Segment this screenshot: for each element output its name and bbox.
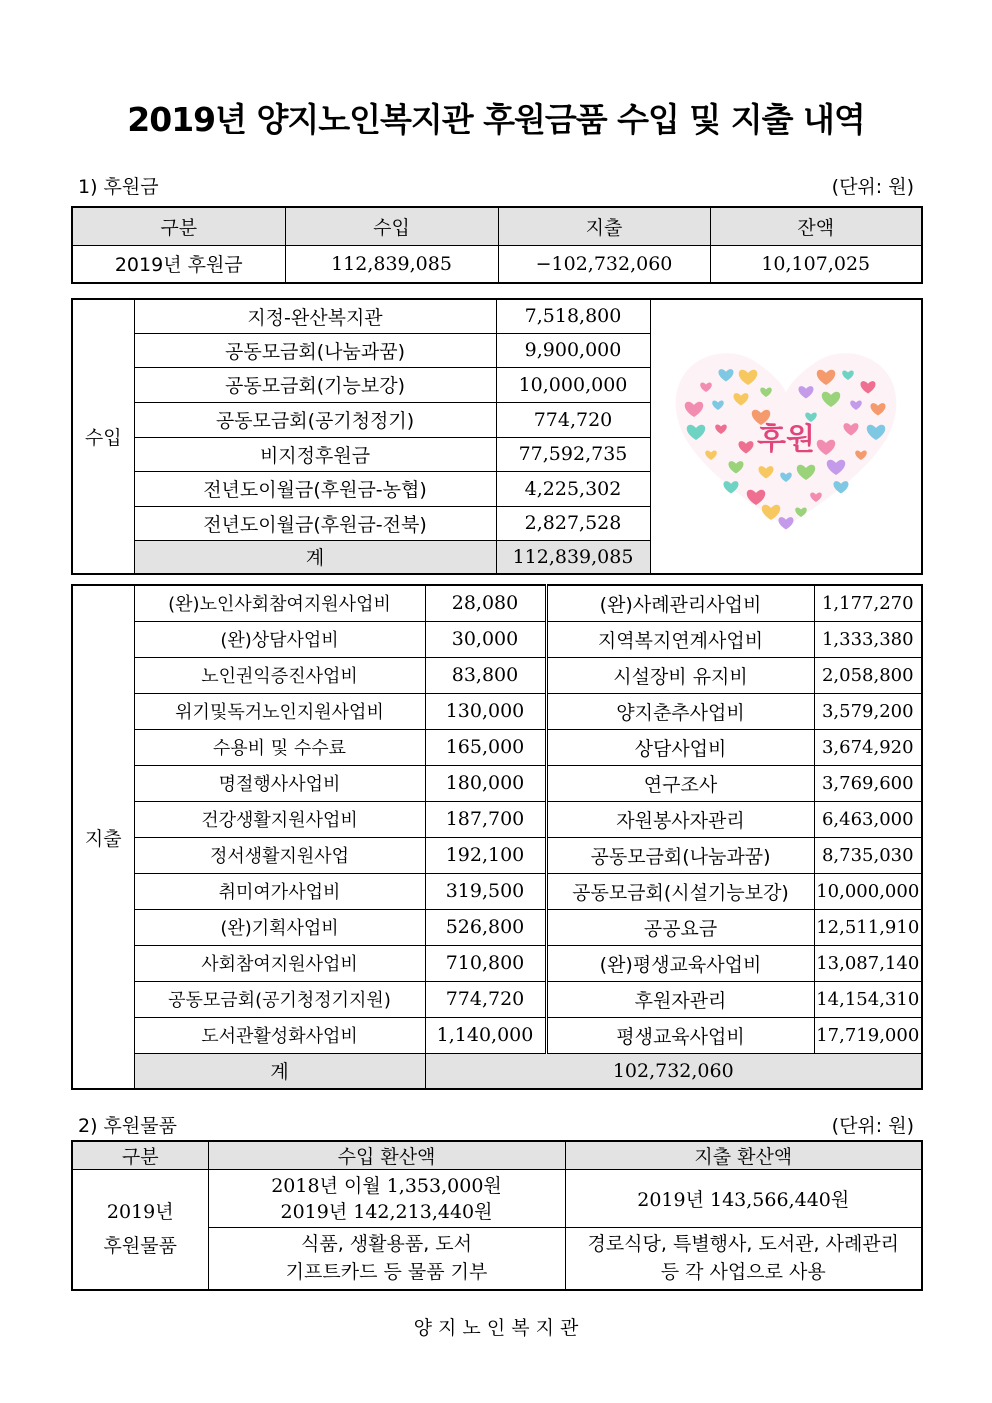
heart-illustration — [666, 337, 906, 537]
expense-left-name: 명절행사사업비 — [134, 765, 425, 801]
income-item-amount: 9,900,000 — [496, 333, 650, 367]
summary-data-row — [72, 245, 922, 283]
expense-right-amount: 17,719,000 — [814, 1017, 922, 1053]
income-item-name: 공동모금회(나눔과꿈) — [134, 333, 496, 367]
expense-total-amount: 102,732,060 — [425, 1053, 922, 1089]
expense-right-name: (완)사례관리사업비 — [546, 585, 814, 621]
goods-header-income: 수입 환산액 — [208, 1141, 565, 1170]
section2-label: 2) 후원물품 — [78, 1115, 177, 1137]
goods-income-desc-line1: 식품, 생활용품, 도서 — [301, 1233, 472, 1256]
expense-left-amount: 1,140,000 — [425, 1017, 546, 1053]
income-total-label: 계 — [134, 540, 496, 574]
expense-right-amount: 12,511,910 — [814, 909, 922, 945]
header-balance: 잔액 — [710, 207, 922, 245]
goods-expense-amount: 2019년 143,566,440원 — [565, 1170, 922, 1228]
expense-right-name: 평생교육사업비 — [546, 1017, 814, 1053]
expense-row — [72, 873, 922, 909]
header-income: 수입 — [285, 207, 498, 245]
goods-category-year: 2019년 — [106, 1201, 174, 1224]
expense-left-name: 노인권익증진사업비 — [134, 657, 425, 693]
expense-right-name: 양지춘추사업비 — [546, 693, 814, 729]
expense-right-name: 후원자관리 — [546, 981, 814, 1017]
income-item-amount: 4,225,302 — [496, 471, 650, 506]
expense-left-name: 위기및독거노인지원사업비 — [134, 693, 425, 729]
expense-right-amount: 3,579,200 — [814, 693, 922, 729]
header-category: 구분 — [72, 207, 285, 245]
expense-row — [72, 657, 922, 693]
expense-left-name: 건강생활지원사업비 — [134, 801, 425, 837]
expense-row — [72, 837, 922, 873]
expense-left-name: 취미여가사업비 — [134, 873, 425, 909]
goods-category-type: 후원물품 — [103, 1235, 177, 1258]
expense-left-amount: 187,700 — [425, 801, 546, 837]
goods-income-amount — [208, 1170, 565, 1228]
expense-left-name: 도서관활성화사업비 — [134, 1017, 425, 1053]
income-item-name: 비지정후원금 — [134, 437, 496, 471]
expense-left-name: 정서생활지원사업 — [134, 837, 425, 873]
section2-unit: (단위: 원) — [831, 1115, 914, 1137]
goods-header-category: 구분 — [72, 1141, 208, 1170]
footer-org-name: 양 지 노 인 복 지 관 — [413, 1317, 579, 1339]
expense-row — [72, 1017, 922, 1053]
section1-unit: (단위: 원) — [831, 176, 914, 198]
summary-header-row — [72, 207, 922, 245]
summary-expense: −102,732,060 — [498, 245, 710, 283]
expense-row — [72, 729, 922, 765]
expense-right-amount: 10,000,000 — [814, 873, 922, 909]
expense-right-name: 상담사업비 — [546, 729, 814, 765]
expense-right-amount: 2,058,800 — [814, 657, 922, 693]
expense-left-amount: 710,800 — [425, 945, 546, 981]
expense-right-name: 시설장비 유지비 — [546, 657, 814, 693]
goods-income-current: 2019년 142,213,440원 — [280, 1200, 493, 1223]
expense-row — [72, 945, 922, 981]
section1-label: 1) 후원금 — [78, 176, 159, 198]
income-item-name: 공동모금회(공기청정기) — [134, 402, 496, 437]
expense-left-amount: 28,080 — [425, 585, 546, 621]
income-label: 수입 — [72, 299, 134, 574]
income-item-name: 공동모금회(기능보강) — [134, 367, 496, 402]
income-row — [72, 299, 922, 333]
expense-right-amount: 13,087,140 — [814, 945, 922, 981]
expense-right-name: 지역복지연계사업비 — [546, 621, 814, 657]
expense-row — [72, 585, 922, 621]
expense-row — [72, 801, 922, 837]
goods-category — [72, 1170, 208, 1290]
expense-right-amount: 1,177,270 — [814, 585, 922, 621]
expense-left-amount: 192,100 — [425, 837, 546, 873]
expense-right-amount: 6,463,000 — [814, 801, 922, 837]
expense-right-amount: 8,735,030 — [814, 837, 922, 873]
goods-amount-row — [72, 1170, 922, 1228]
income-item-amount: 2,827,528 — [496, 506, 650, 540]
expense-right-amount: 1,333,380 — [814, 621, 922, 657]
income-item-amount: 7,518,800 — [496, 299, 650, 333]
goods-expense-desc-line1: 경로식당, 특별행사, 도서관, 사례관리 — [587, 1233, 900, 1256]
expense-row — [72, 765, 922, 801]
summary-table — [71, 206, 923, 284]
summary-income: 112,839,085 — [285, 245, 498, 283]
income-item-amount: 10,000,000 — [496, 367, 650, 402]
page-title: 2019년 양지노인복지관 후원금품 수입 및 지출 내역 — [127, 100, 865, 139]
income-item-name: 전년도이월금(후원금-전북) — [134, 506, 496, 540]
expense-right-name: 연구조사 — [546, 765, 814, 801]
header-expense: 지출 — [498, 207, 710, 245]
income-total-amount: 112,839,085 — [496, 540, 650, 574]
income-item-amount: 774,720 — [496, 402, 650, 437]
summary-category: 2019년 후원금 — [72, 245, 285, 283]
income-item-name: 지정-완산복지관 — [134, 299, 496, 333]
goods-income-desc — [208, 1228, 565, 1290]
expense-left-amount: 83,800 — [425, 657, 546, 693]
expense-left-amount: 774,720 — [425, 981, 546, 1017]
expense-left-name: (완)노인사회참여지원사업비 — [134, 585, 425, 621]
goods-income-desc-line2: 기프트카드 등 물품 기부 — [285, 1261, 488, 1284]
expense-row — [72, 693, 922, 729]
expense-left-amount: 180,000 — [425, 765, 546, 801]
expense-right-name: 공동모금회(시설기능보강) — [546, 873, 814, 909]
expense-left-amount: 526,800 — [425, 909, 546, 945]
expense-left-amount: 130,000 — [425, 693, 546, 729]
expense-total-label: 계 — [134, 1053, 425, 1089]
expense-left-name: (완)상담사업비 — [134, 621, 425, 657]
expense-right-name: 공공요금 — [546, 909, 814, 945]
expense-label: 지출 — [72, 585, 134, 1089]
expense-right-name: 자원봉사자관리 — [546, 801, 814, 837]
summary-balance: 10,107,025 — [710, 245, 922, 283]
expense-left-name: 사회참여지원사업비 — [134, 945, 425, 981]
goods-table — [71, 1140, 923, 1291]
expense-row — [72, 909, 922, 945]
expense-left-amount: 30,000 — [425, 621, 546, 657]
income-table — [71, 298, 923, 575]
expense-right-amount: 3,674,920 — [814, 729, 922, 765]
expense-left-name: 공동모금회(공기청정기지원) — [134, 981, 425, 1017]
expense-right-name: (완)평생교육사업비 — [546, 945, 814, 981]
goods-header-row — [72, 1141, 922, 1170]
heart-image-cell — [650, 299, 922, 574]
income-item-name: 전년도이월금(후원금-농협) — [134, 471, 496, 506]
goods-header-expense: 지출 환산액 — [565, 1141, 922, 1170]
income-item-amount: 77,592,735 — [496, 437, 650, 471]
heart-caption: 후원 — [756, 421, 815, 457]
expense-right-amount: 3,769,600 — [814, 765, 922, 801]
goods-expense-desc — [565, 1228, 922, 1290]
goods-income-carryover: 2018년 이월 1,353,000원 — [271, 1174, 502, 1197]
expense-table — [71, 584, 923, 1090]
expense-row — [72, 981, 922, 1017]
expense-left-amount: 165,000 — [425, 729, 546, 765]
expense-right-amount: 14,154,310 — [814, 981, 922, 1017]
goods-expense-desc-line2: 등 각 사업으로 사용 — [660, 1261, 826, 1284]
expense-total-row — [72, 1053, 922, 1089]
expense-left-name: (완)기획사업비 — [134, 909, 425, 945]
expense-row — [72, 621, 922, 657]
expense-right-name: 공동모금회(나눔과꿈) — [546, 837, 814, 873]
expense-left-name: 수용비 및 수수료 — [134, 729, 425, 765]
expense-left-amount: 319,500 — [425, 873, 546, 909]
